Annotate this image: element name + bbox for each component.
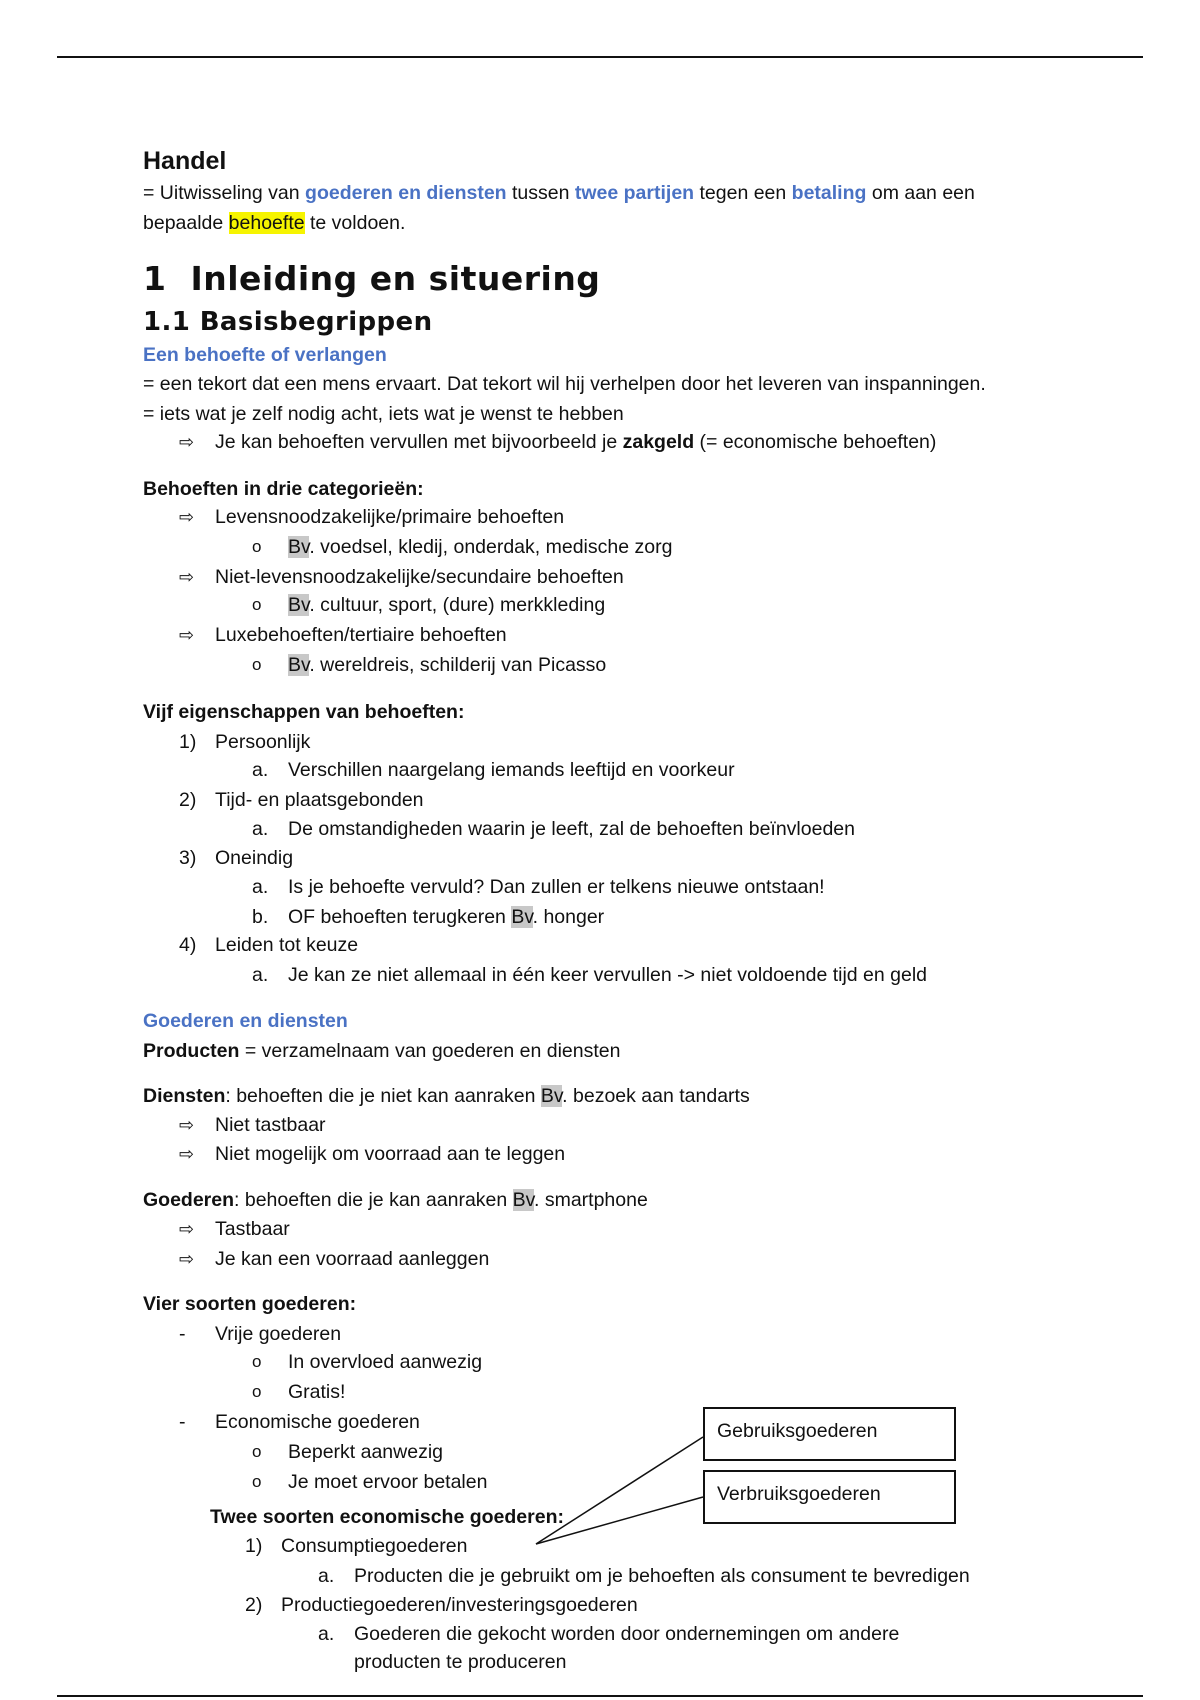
circle-bullet-icon: o xyxy=(252,1472,262,1491)
two-types-heading: Twee soorten economische goederen: xyxy=(210,1506,564,1528)
arrow-bullet-icon: ⇨ xyxy=(179,625,195,645)
property-detail: De omstandigheden waarin je leeft, zal de behoeften beïnvloeden xyxy=(288,818,855,840)
text-run: OF behoeften terugkeren xyxy=(288,906,512,928)
list-letter: a. xyxy=(318,1565,335,1587)
text-run: tussen xyxy=(506,182,575,204)
properties-heading: Vijf eigenschappen van behoeften: xyxy=(143,701,465,723)
bv-highlight: Bv xyxy=(288,654,310,676)
arrow-bullet-icon: ⇨ xyxy=(179,1115,195,1135)
types-heading: Vier soorten goederen: xyxy=(143,1293,357,1315)
text-run: . smartphone xyxy=(533,1189,648,1211)
list-letter: a. xyxy=(252,818,269,840)
behoefte-definition-1: = een tekort dat een mens ervaart. Dat tekort wil hij verhelpen door het leveren van inspanningen. xyxy=(143,373,986,395)
behoefte-subheading: Een behoefte of verlangen xyxy=(143,344,387,366)
bv-highlight: Bv xyxy=(512,1189,534,1211)
dash-bullet: - xyxy=(179,1323,186,1345)
bv-highlight: Bv xyxy=(288,594,310,616)
goods-subheading: Goederen en diensten xyxy=(143,1010,348,1032)
circle-bullet-icon: o xyxy=(252,537,262,556)
intro-title: Handel xyxy=(143,147,227,175)
list-number: 2) xyxy=(179,789,197,811)
category-label: Niet-levensnoodzakelijke/secundaire behoeften xyxy=(215,566,624,588)
list-letter: a. xyxy=(318,1623,335,1645)
point-text: Gratis! xyxy=(288,1381,346,1403)
callout-box-gebruiksgoederen: Gebruiksgoederen xyxy=(703,1407,956,1461)
list-letter: b. xyxy=(252,906,269,928)
detail-text: Producten die je gebruikt om je behoeften als consument te bevredigen xyxy=(354,1565,970,1587)
connector-line xyxy=(536,1497,703,1544)
bold-term: Diensten xyxy=(143,1085,226,1107)
highlighted-keyword: behoefte xyxy=(228,212,305,234)
bv-highlight: Bv xyxy=(540,1085,563,1107)
example-text: . wereldreis, schilderij van Picasso xyxy=(309,654,607,676)
point-text: Niet tastbaar xyxy=(215,1114,326,1136)
text-run: om aan een xyxy=(866,182,975,204)
type-label: Productiegoederen/investeringsgoederen xyxy=(281,1594,638,1616)
behoefte-definition-2: = iets wat je zelf nodig acht, iets wat je wenst te hebben xyxy=(143,403,624,425)
keyword-two-parties: twee partijen xyxy=(574,182,695,204)
property-label: Leiden tot keuze xyxy=(215,934,359,956)
point-text: Tastbaar xyxy=(215,1218,290,1240)
text-run: . bezoek aan tandarts xyxy=(562,1085,750,1107)
detail-text: Goederen die gekocht worden door ondernemingen om andere xyxy=(354,1623,900,1645)
section-number: 1.1 xyxy=(143,307,191,337)
bv-highlight: Bv xyxy=(288,536,310,558)
text-run: te voldoen. xyxy=(304,212,406,234)
property-label: Persoonlijk xyxy=(215,731,311,753)
property-detail: Verschillen naargelang iemands leeftijd en voorkeur xyxy=(288,759,735,781)
point-text: Niet mogelijk om voorraad aan te leggen xyxy=(215,1143,566,1165)
text-run: Je kan behoeften vervullen met bijvoorbeeld je xyxy=(215,431,623,453)
categories-heading: Behoeften in drie categorieën: xyxy=(143,478,424,500)
property-label: Tijd- en plaatsgebonden xyxy=(215,789,424,811)
list-number: 2) xyxy=(245,1594,263,1616)
category-label: Luxebehoeften/tertiaire behoeften xyxy=(215,624,507,646)
category-label: Levensnoodzakelijke/primaire behoeften xyxy=(215,506,565,528)
arrow-bullet-icon: ⇨ xyxy=(179,507,195,527)
list-number: 3) xyxy=(179,847,197,869)
dash-bullet: - xyxy=(179,1411,186,1433)
callout-box-verbruiksgoederen: Verbruiksgoederen xyxy=(703,1470,956,1524)
example-text: . cultuur, sport, (dure) merkkleding xyxy=(309,594,606,616)
example-text: . voedsel, kledij, onderdak, medische zorg xyxy=(309,536,673,558)
property-detail: Je kan ze niet allemaal in één keer vervullen -> niet voldoende tijd en geld xyxy=(288,964,928,986)
arrow-bullet-icon: ⇨ xyxy=(179,567,195,587)
text-run: : behoeften die je niet kan aanraken xyxy=(225,1085,541,1107)
text-run: tegen een xyxy=(694,182,792,204)
keyword-payment: betaling xyxy=(791,182,867,204)
chapter-number: 1 xyxy=(143,259,167,298)
arrow-bullet-icon: ⇨ xyxy=(179,432,195,452)
type-label: Vrije goederen xyxy=(215,1323,342,1345)
connector-line xyxy=(536,1437,703,1544)
point-text: Je kan een voorraad aanleggen xyxy=(215,1248,490,1270)
circle-bullet-icon: o xyxy=(252,1382,262,1401)
arrow-bullet-icon: ⇨ xyxy=(179,1219,195,1239)
bv-highlight: Bv xyxy=(511,906,533,928)
bold-term: Producten xyxy=(143,1040,240,1062)
text-run: : behoeften die je kan aanraken xyxy=(234,1189,513,1211)
bold-term: zakgeld xyxy=(622,431,695,453)
text-run: = Uitwisseling van xyxy=(143,182,306,204)
type-label: Economische goederen xyxy=(215,1411,420,1433)
point-text: Je moet ervoor betalen xyxy=(288,1471,488,1493)
point-text: Beperkt aanwezig xyxy=(288,1441,444,1463)
economic-type-detail-continued: producten te produceren xyxy=(354,1651,567,1673)
text-run: = verzamelnaam van goederen en diensten xyxy=(239,1040,621,1062)
list-number: 1) xyxy=(245,1535,263,1557)
circle-bullet-icon: o xyxy=(252,1352,262,1371)
circle-bullet-icon: o xyxy=(252,1442,262,1461)
type-label: Consumptiegoederen xyxy=(281,1535,468,1557)
property-label: Oneindig xyxy=(215,847,294,869)
chapter-title: Inleiding en situering xyxy=(190,259,601,298)
property-detail: Is je behoefte vervuld? Dan zullen er telkens nieuwe ontstaan! xyxy=(288,876,825,898)
list-letter: a. xyxy=(252,876,269,898)
arrow-bullet-icon: ⇨ xyxy=(179,1144,195,1164)
text-run: (= economische behoeften) xyxy=(694,431,937,453)
text-run: . honger xyxy=(532,906,605,928)
circle-bullet-icon: o xyxy=(252,655,262,674)
section-title: Basisbegrippen xyxy=(199,307,433,337)
keyword-goods-services: goederen en diensten xyxy=(305,182,507,204)
arrow-bullet-icon: ⇨ xyxy=(179,1249,195,1269)
point-text: In overvloed aanwezig xyxy=(288,1351,483,1373)
text-run: bepaalde xyxy=(143,212,229,234)
list-number: 1) xyxy=(179,731,197,753)
list-number: 4) xyxy=(179,934,197,956)
bold-term: Goederen xyxy=(143,1189,235,1211)
circle-bullet-icon: o xyxy=(252,595,262,614)
list-letter: a. xyxy=(252,759,269,781)
list-letter: a. xyxy=(252,964,269,986)
